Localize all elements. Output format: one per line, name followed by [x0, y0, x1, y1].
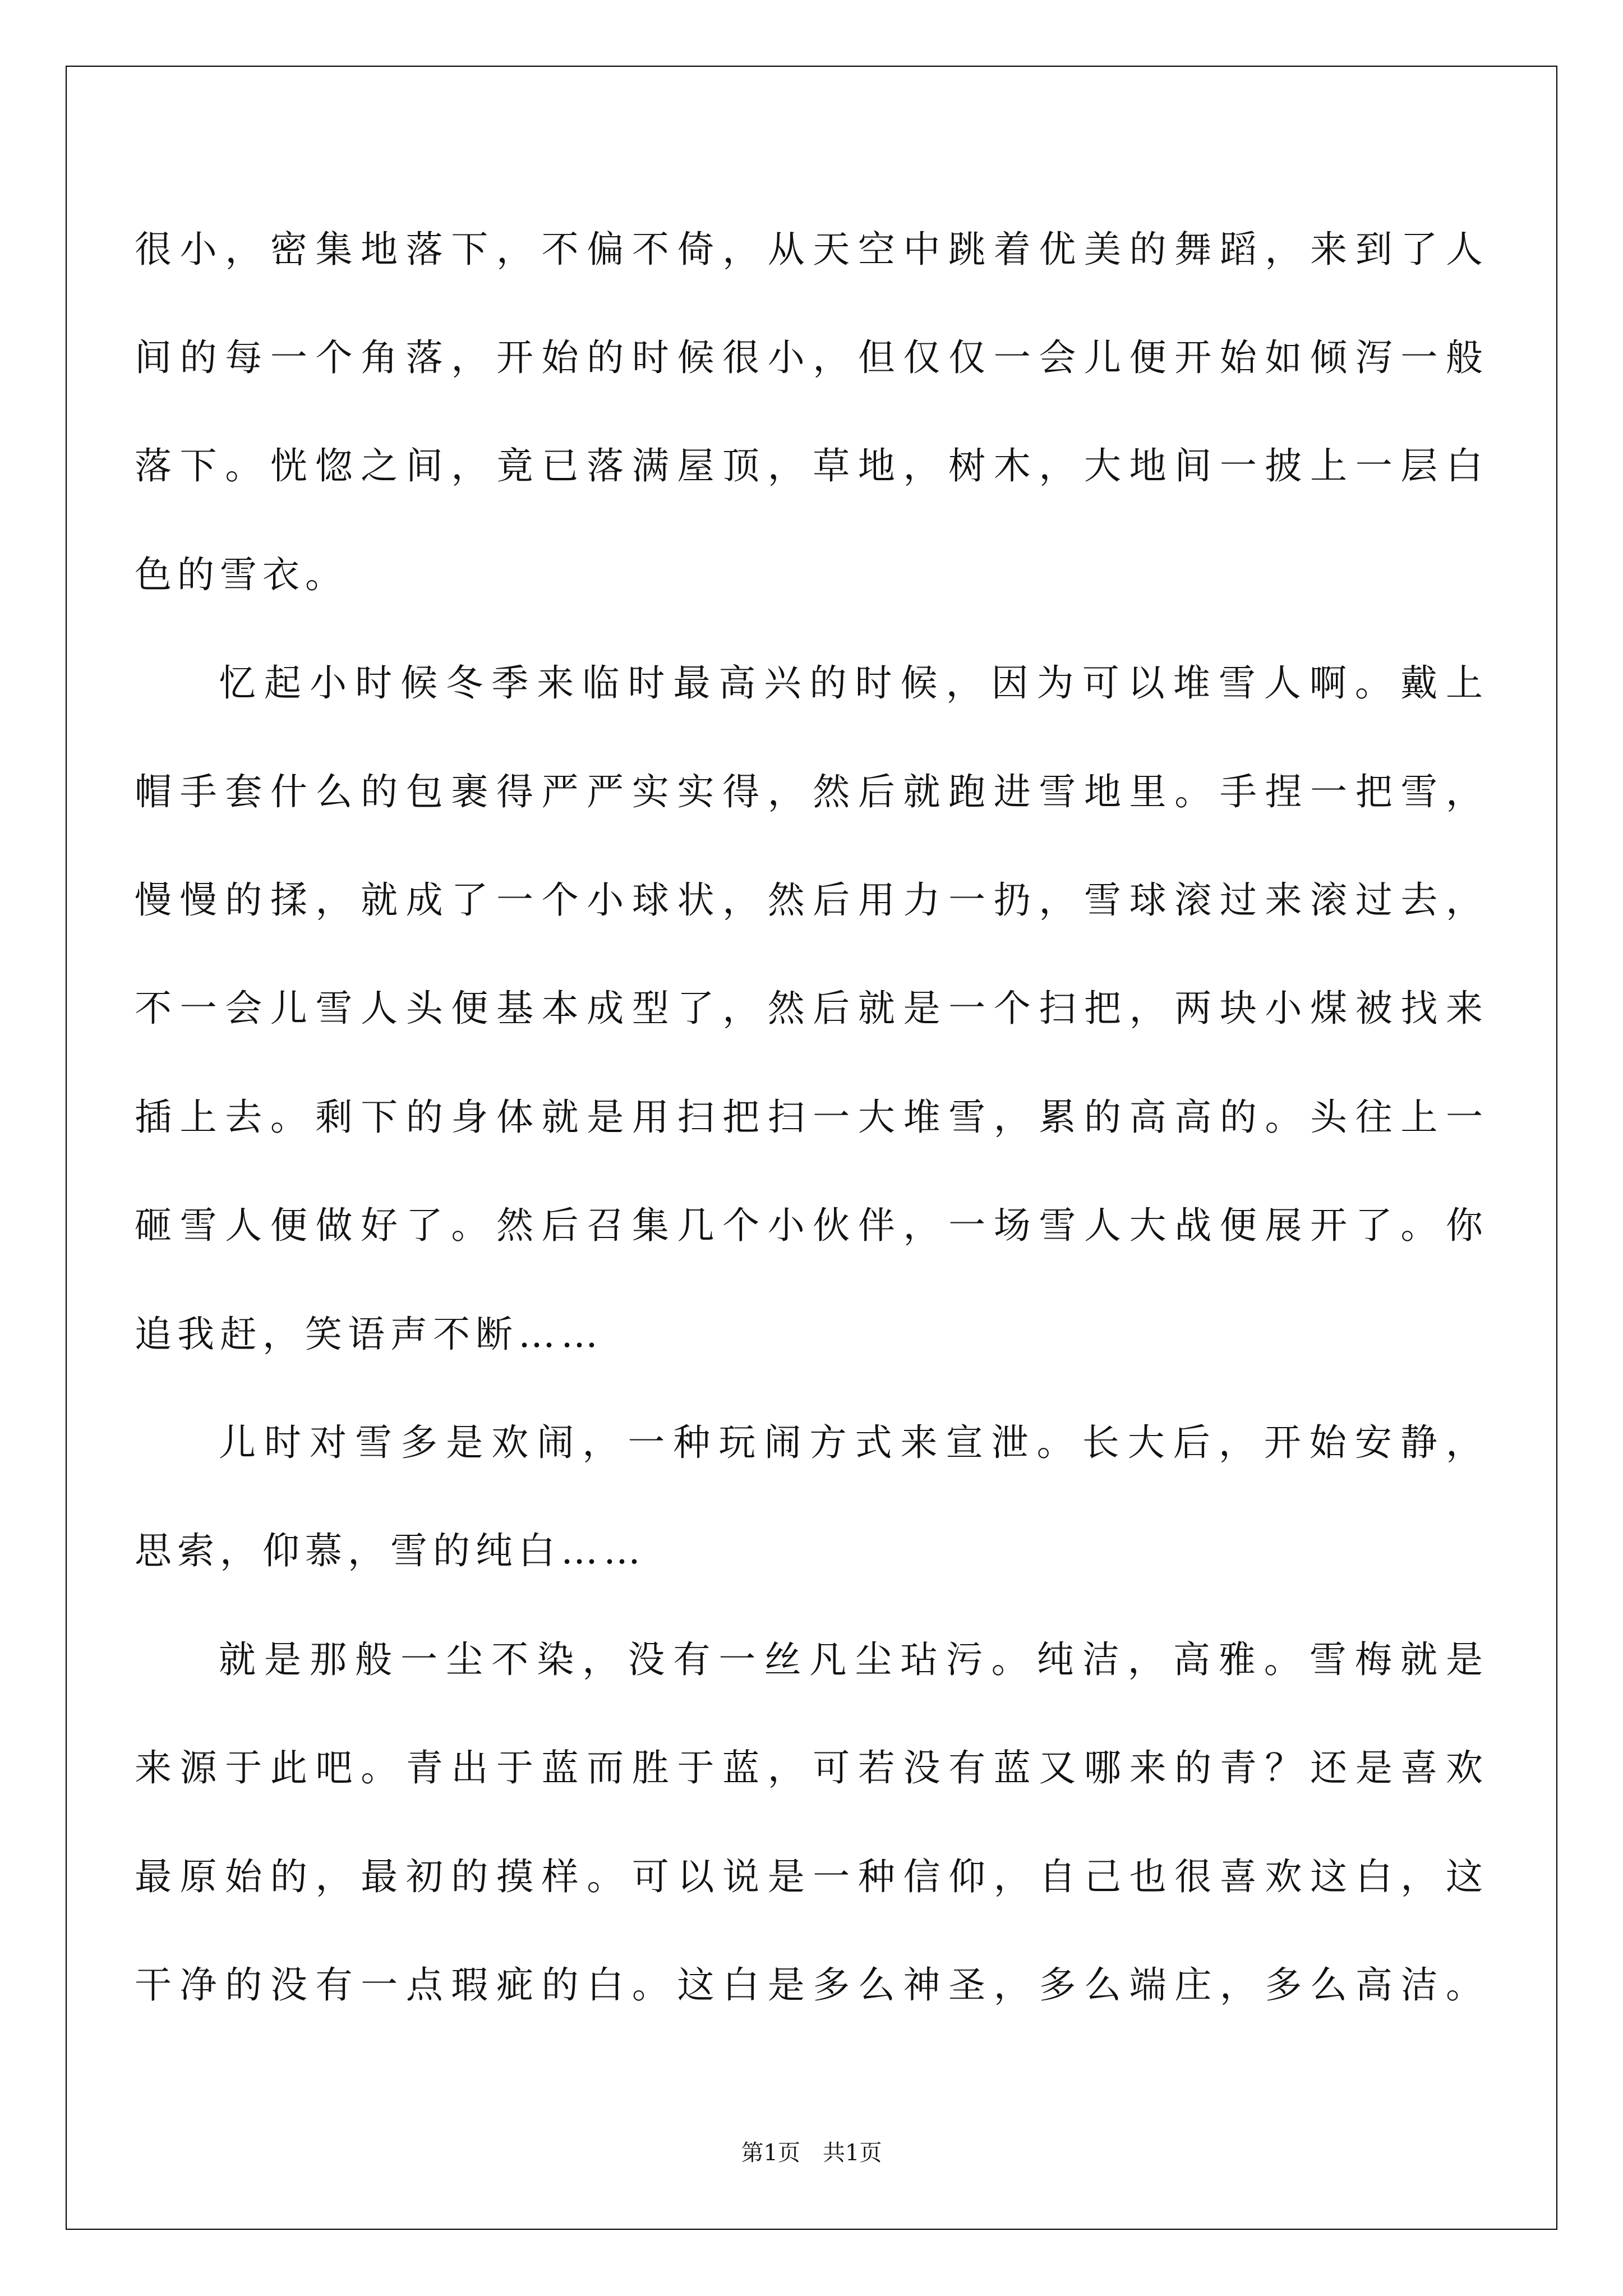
text-line: 色的雪衣。 — [135, 553, 348, 596]
text-line: 不一会儿雪人头便基本成型了，然后就是一个扫把，两块小煤被找来 — [135, 987, 1488, 1030]
text-line: 砸雪人便做好了。然后召集几个小伙伴，一场雪人大战便展开了。你 — [135, 1204, 1488, 1247]
text-line: 落下。恍惚之间，竟已落满屋顶，草地，树木，大地间一披上一层白 — [135, 444, 1488, 487]
text-line: 慢慢的揉，就成了一个小球状，然后用力一扔，雪球滚过来滚过去， — [135, 878, 1488, 922]
text-line: 很小，密集地落下，不偏不倚，从天空中跳着优美的舞蹈，来到了人 — [135, 228, 1488, 271]
text-line: 最原始的，最初的摸样。可以说是一种信仰，自己也很喜欢这白，这 — [135, 1855, 1488, 1898]
text-line: 干净的没有一点瑕疵的白。这白是多么神圣，多么端庄，多么高洁。 — [135, 1963, 1488, 2007]
text-line: 间的每一个角落，开始的时候很小，但仅仅一会儿便开始如倾泻一般 — [135, 336, 1488, 379]
text-line: 忆起小时候冬季来临时最高兴的时候，因为可以堆雪人啊。戴上 — [219, 661, 1488, 705]
page-border — [66, 66, 1557, 2230]
page-number-footer: 第1页 共1页 — [741, 2140, 882, 2166]
text-line: 儿时对雪多是欢闹，一种玩闹方式来宣泄。长大后，开始安静， — [219, 1421, 1488, 1464]
text-line: 就是那般一尘不染，没有一丝凡尘玷污。纯洁，高雅。雪梅就是 — [219, 1638, 1488, 1681]
text-line: 插上去。剩下的身体就是用扫把扫一大堆雪，累的高高的。头往上一 — [135, 1096, 1488, 1139]
text-line: 追我赶，笑语声不断…… — [135, 1313, 603, 1356]
text-line: 思索，仰慕，雪的纯白…… — [135, 1529, 646, 1572]
text-line: 帽手套什么的包裹得严严实实得，然后就跑进雪地里。手捏一把雪， — [135, 770, 1488, 813]
text-line: 来源于此吧。青出于蓝而胜于蓝，可若没有蓝又哪来的青？还是喜欢 — [135, 1746, 1488, 1789]
